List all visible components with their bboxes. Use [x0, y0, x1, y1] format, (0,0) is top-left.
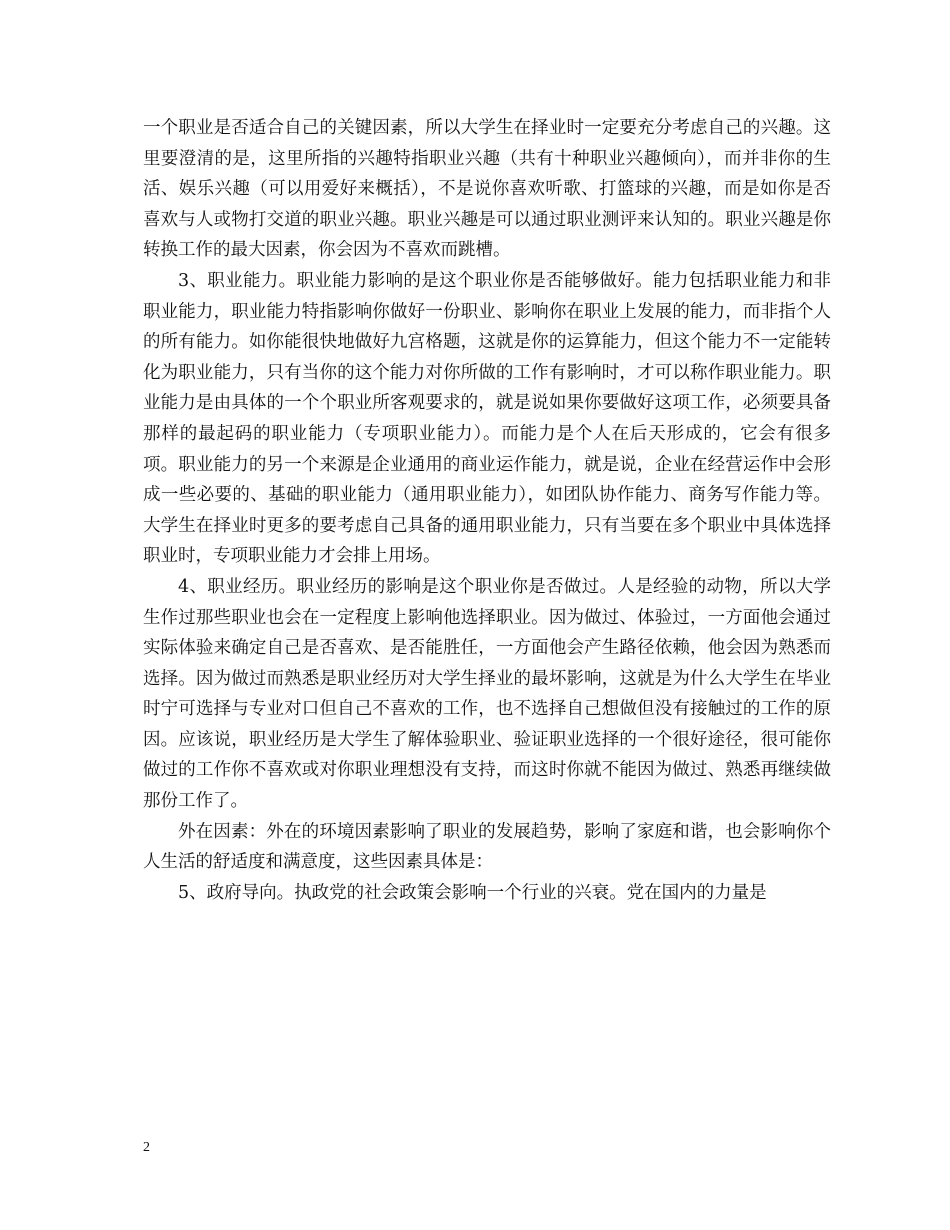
paragraph-government-guidance: 5、政府导向。执政党的社会政策会影响一个行业的兴衰。党在国内的力量是: [178, 882, 767, 903]
paragraph-career-experience: 4、职业经历。职业经历的影响是这个职业你是否做过。人是经验的动物，所以大学生作过那些职业也会在一定程度上影响他选择职业。因为做过、体验过，一方面他会通过实际体验来确定自己是否喜欢、是否能胜任，一方面他会产生路径依赖，他会因为熟悉而选择。因为做过而熟悉是职业经历对大学生择业的最坏影响，这就是为什么大学生在毕业时宁可选择与专业对口但自己不喜欢的工作，也不选择自己想做但没有接触过的工作的原因。应该说，职业经历是大学生了解体验职业、验证职业选择的一个很好途径，很可能你做过的工作你不喜欢或对你职业理想没有支持，而这时你就不能因为做过、熟悉再继续做那份工作了。: [143, 576, 831, 812]
paragraph-career-ability: 3、职业能力。职业能力影响的是这个职业你是否能够做好。能力包括职业能力和非职业能力，职业能力特指影响你做好一份职业、影响你在职业上发展的能力，而非指个人的所有能力。如你能很快地做好九宫格题，这就是你的运算能力，但这个能力不一定能转化为职业能力，只有当你的这个能力对你所做的工作有影响时，才可以称作职业能力。职业能力是由具体的一个个职业所客观要求的，就是说如果你要做好这项工作，必须要具备那样的最起码的职业能力（专项职业能力）。而能力是个人在后天形成的，它会有很多项。职业能力的另一个来源是企业通用的商业运作能力，就是说，企业在经营运作中会形成一些必要的、基础的职业能力（通用职业能力），如团队协作能力、商务写作能力等。大学生在择业时更多的要考虑自己具备的通用职业能力，只有当要在多个职业中具体选择职业时，专项职业能力才会排上用场。: [143, 270, 831, 567]
paragraph-external-factors: 外在因素：外在的环境因素影响了职业的发展趋势，影响了家庭和谐，也会影响你个人生活的舒适度和满意度，这些因素具体是：: [143, 821, 831, 873]
page-number: 2: [143, 1140, 150, 1155]
paragraph-interest-continued: 一个职业是否适合自己的关键因素，所以大学生在择业时一定要充分考虑自己的兴趣。这里要澄清的是，这里所指的兴趣特指职业兴趣（共有十种职业兴趣倾向），而并非你的生活、娱乐兴趣（可以用爱好来概括），不是说你喜欢听歌、打篮球的兴趣，而是如你是否喜欢与人或物打交道的职业兴趣。职业兴趣是可以通过职业测评来认知的。职业兴趣是你转换工作的最大因素，你会因为不喜欢而跳槽。: [143, 118, 831, 261]
document-body: [143, 113, 831, 908]
